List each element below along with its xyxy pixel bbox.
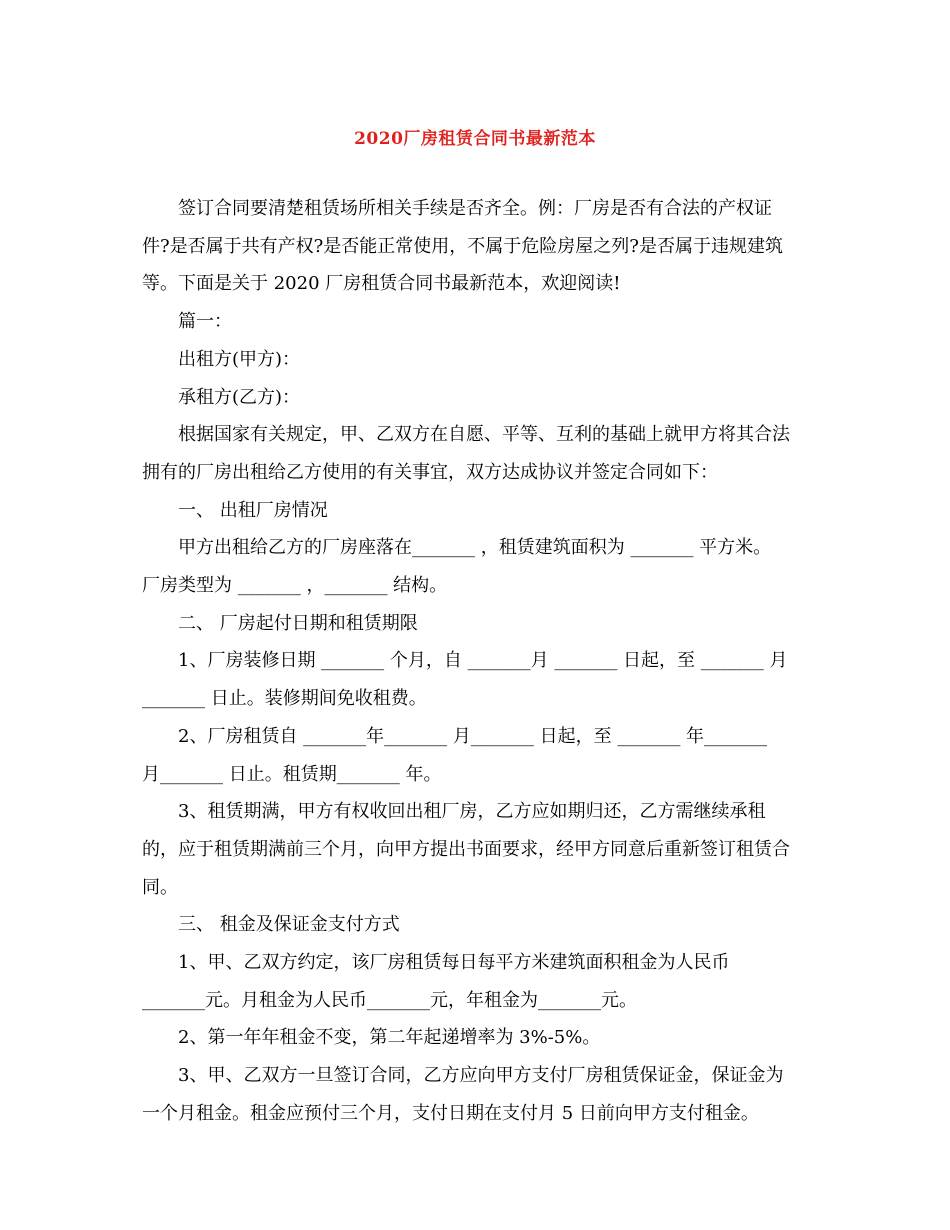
section-1-paragraph	[142, 529, 814, 604]
paragraph-line: 同。	[142, 876, 178, 898]
paragraph-line: 拥有的厂房出租给乙方使用的有关事宜，双方达成协议并签定合同如下：	[142, 461, 718, 483]
paragraph-line: 一个月租金。租金应预付三个月，支付日期在支付月 5 日前向甲方支付租金。	[142, 1102, 759, 1124]
paragraph-line: 厂房类型为 _______ ，_______ 结构。	[142, 575, 448, 597]
paragraph-line: 签订合同要清楚租赁场所相关手续是否齐全。例：厂房是否有合法的产权证	[178, 198, 772, 219]
section-heading-1	[142, 492, 814, 530]
clause-2-2	[142, 718, 814, 793]
clause-2-3	[142, 793, 814, 906]
clause-3-2	[142, 1019, 814, 1057]
section-heading-3	[142, 906, 814, 944]
clause-2-1	[142, 642, 814, 717]
document-title: 2020厂房租赁合同书最新范本	[354, 129, 596, 149]
paragraph-line: 的，应于租赁期满前三个月，向甲方提出书面要求，经甲方同意后重新签订租赁合	[142, 838, 790, 860]
paragraph-line: 2、第一年年租金不变，第二年起递增率为 3%-5%。	[178, 1027, 601, 1049]
paragraph-line: 月_______ 日止。租赁期_______ 年。	[142, 763, 442, 785]
paragraph-line: 出租方(甲方)：	[178, 348, 301, 370]
paragraph-line: 一、 出租厂房情况	[178, 499, 328, 521]
paragraph-line: 3、甲、乙双方一旦签订合同，乙方应向甲方支付厂房租赁保证金，保证金为	[178, 1065, 784, 1087]
paragraph-line: 件?是否属于共有产权?是否能正常使用，不属于危险房屋之列?是否属于违规建筑	[142, 235, 783, 257]
paragraph-line: 甲方出租给乙方的厂房座落在_______ ，租赁建筑面积为 _______ 平方米。	[178, 537, 772, 559]
paragraph-line: 篇一：	[178, 311, 232, 333]
section-heading-2	[142, 605, 814, 643]
part-label	[142, 303, 814, 341]
clause-3-1	[142, 944, 814, 1019]
paragraph-line: 1、厂房装修日期 _______ 个月，自 _______月 _______ 日起，至 _______ 月	[178, 650, 788, 672]
lessee-line	[142, 379, 814, 417]
paragraph-line: 1、甲、乙双方约定，该厂房租赁每日每平方米建筑面积租金为人民币	[178, 952, 730, 974]
paragraph-line: _______元。月租金为人民币_______元，年租金为_______元。	[142, 989, 637, 1011]
paragraph-line: 根据国家有关规定，甲、乙双方在自愿、平等、互利的基础上就甲方将其合法	[178, 424, 790, 446]
paragraph-line: 2、厂房租赁自 _______年_______ 月_______ 日起，至 _______ 年_______	[178, 725, 768, 747]
preamble-paragraph	[142, 416, 814, 491]
paragraph-line: 三、 租金及保证金支付方式	[178, 914, 400, 936]
paragraph-line: _______ 日止。装修期间免收租费。	[142, 688, 427, 710]
paragraph-line: 3、租赁期满，甲方有权收回出租厂房，乙方应如期归还，乙方需继续承租	[178, 801, 766, 823]
paragraph-line: 二、 厂房起付日期和租赁期限	[178, 612, 418, 634]
intro-paragraph	[142, 190, 814, 303]
paragraph-line: 承租方(乙方)：	[178, 386, 301, 408]
lessor-line	[142, 341, 814, 379]
document-body	[142, 190, 814, 1133]
clause-3-3	[142, 1057, 814, 1132]
paragraph-line: 等。下面是关于 2020 厂房租赁合同书最新范本，欢迎阅读!	[142, 273, 621, 295]
